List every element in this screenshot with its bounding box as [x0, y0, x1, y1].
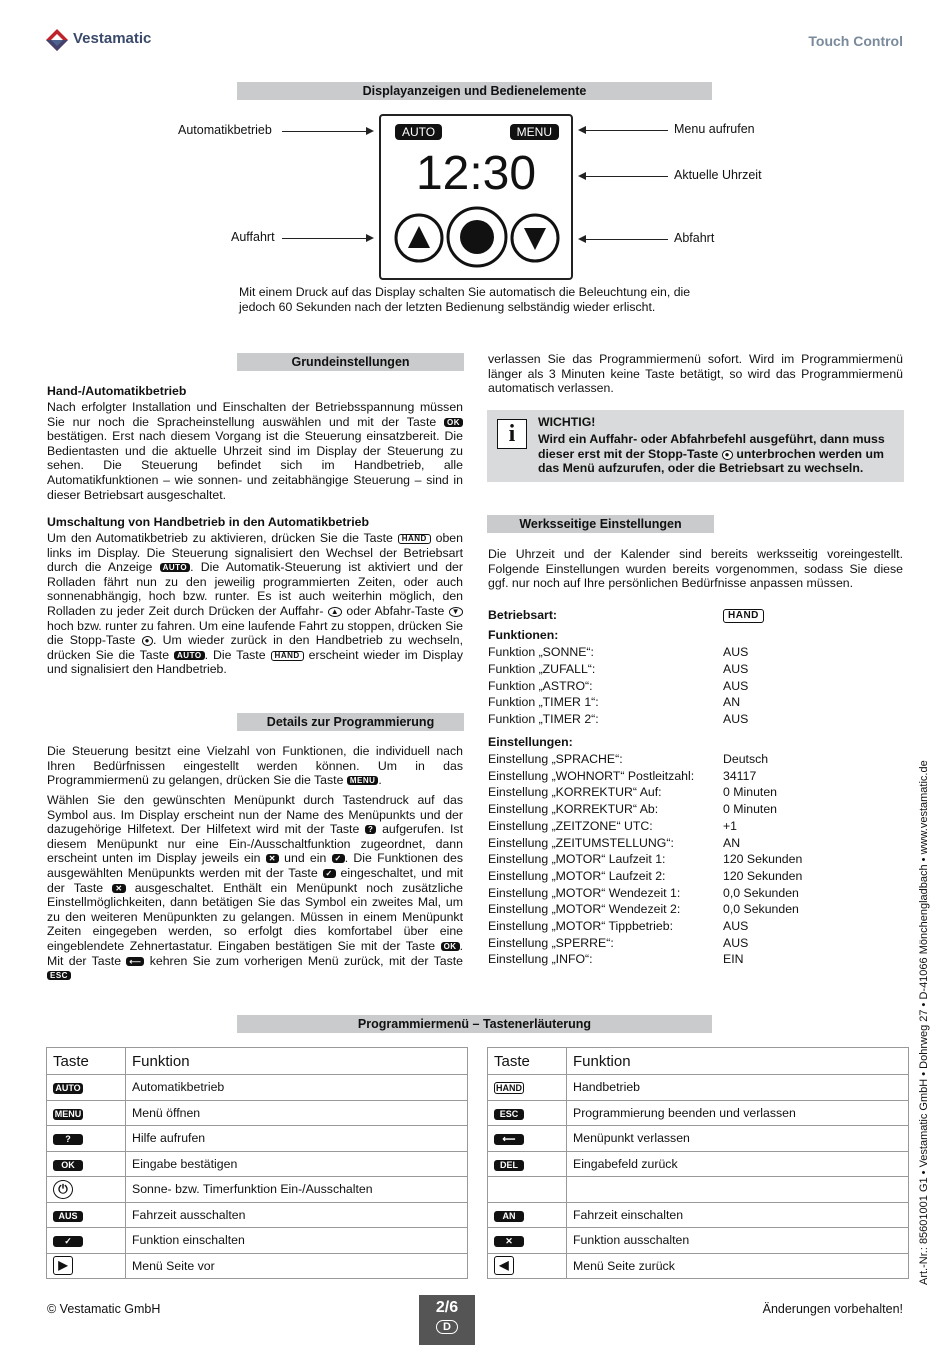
key-cell [488, 1126, 567, 1152]
einstellung-name: Einstellung „MOTOR“ Laufzeit 1: [488, 852, 666, 867]
logo-icon [45, 28, 69, 52]
einstellung-value: EIN [723, 952, 744, 967]
key-cell [47, 1100, 126, 1126]
heading-switch-auto: Umschaltung von Handbetrieb in den Automatikbetrieb [47, 515, 370, 529]
page-badge [419, 1295, 475, 1345]
display-note: Mit einem Druck auf das Display schalten Sie automatisch die Beleuchtung ein, die jedoch 60 Sekunden nach der letzten Bedienung selbständig wieder erlischt. [239, 285, 691, 314]
einstellung-name: Einstellung „ZEITZONE“ UTC: [488, 818, 653, 833]
heading-hand-auto: Hand-/Automatikbetrieb [47, 384, 187, 398]
function-cell: Menü öffnen [126, 1100, 468, 1126]
col-header-key: Taste [47, 1048, 126, 1075]
label-down: Abfahrt [674, 231, 715, 245]
table-row [488, 1177, 909, 1203]
menu-indicator: MENU [510, 124, 559, 140]
x-key: ✕ [266, 854, 279, 863]
down-arrow-icon [524, 228, 546, 250]
important-title: WICHTIG! [538, 415, 596, 429]
product-name: Touch Control [808, 33, 903, 49]
einstellung-value: 120 Sekunden [723, 868, 803, 883]
function-cell: Menü Seite vor [126, 1253, 468, 1279]
key-cell [47, 1126, 126, 1152]
hand-key: HAND [271, 651, 304, 661]
einstellung-name: Einstellung „KORREKTUR“ Ab: [488, 802, 659, 817]
einstellung-value: 120 Sekunden [723, 852, 803, 867]
menu-key: MENU [347, 776, 379, 785]
key-cell [488, 1202, 567, 1228]
einstellung-value: 0 Minuten [723, 802, 778, 817]
key-symbol: AUTO [53, 1083, 83, 1094]
section-title-details: Details zur Programmierung [237, 713, 464, 731]
function-cell: Eingabefeld zurück [567, 1151, 909, 1177]
einstellung-value: 0,0 Sekunden [723, 902, 799, 917]
important-box [487, 410, 904, 482]
key-symbol: MENU [54, 1108, 82, 1119]
key-symbol: ⟵ [494, 1134, 524, 1145]
section-title-display: Displayanzeigen und Bedienelemente [237, 82, 712, 100]
function-cell: Funktion ausschalten [567, 1228, 909, 1254]
paragraph-werk: Die Uhrzeit und der Kalender sind bereits werksseitig voreingestellt. Folgende Einstellungen wurden bereits vorgenommen, sodass Sie diese ggf. nur noch auf Ihre persönlichen Bedürfnisse anpassen müssen. [488, 547, 903, 591]
language-badge: D [436, 1320, 458, 1334]
key-cell [47, 1202, 126, 1228]
x-key: ✕ [112, 884, 125, 893]
funktion-value: AUS [723, 712, 749, 727]
einstellung-value: 34117 [723, 768, 757, 783]
einstellung-name: Einstellung „KORREKTUR“ Auf: [488, 785, 662, 800]
funktion-name: Funktion „TIMER 1“: [488, 695, 599, 710]
clock-display: 12:30 [415, 147, 537, 200]
table-row [47, 1100, 468, 1126]
function-cell: Funktion einschalten [126, 1228, 468, 1254]
function-cell: Programmierung beenden und verlassen [567, 1100, 909, 1126]
table-row [47, 1151, 468, 1177]
table-row [488, 1228, 909, 1254]
side-imprint: Art.-Nr.: 85601001 G1 • Vestamatic GmbH • Dohrweg 27 • D-41066 Mönchengladbach • www.vestamatic.de [918, 760, 930, 1285]
paragraph-switch-auto: Um den Automatikbetrieb zu aktivieren, drücken Sie die Taste HAND oben links im Display. Die Steuerung signalisiert den Wechsel der Betriebsart durch die Anzeige AUTO . Die Automatik-Steuerung ist aktiviert und der Rolladen fährt nun zu den jeweilig programmierten Zeiten, oder auch sonnenabhängig, hoch bzw. runter. Es ist auch weiterhin möglich, den Rolladen zu jeder Zeit durch Drücken der Auffahr- ▲ oder Abfahr-Taste ▼ hoch bzw. runter zu fahren. Um eine laufende Fahrt zu stoppen, drücken Sie die Stopp-Taste ● . Um wieder zurück in den Handbetrieb zu wechseln, drücken Sie die Taste AUTO . Die Taste HAND erscheint wieder im Display und signalisiert den Handbetrieb. [47, 531, 463, 677]
key-symbol: OK [53, 1160, 83, 1171]
table-row [488, 1100, 909, 1126]
key-table-left [46, 1047, 468, 1279]
key-cell [488, 1075, 567, 1101]
paragraph-menu-exit: verlassen Sie das Programmiermenü sofort. Wird im Programmiermenü länger als 3 Minuten keine Taste betätigt, so wird das Programmiermenü automatisch verlassen. [488, 352, 903, 396]
function-cell [567, 1177, 909, 1203]
einstellung-value: AUS [723, 935, 749, 950]
einstellung-name: Einstellung „INFO“: [488, 952, 593, 967]
ok-key: OK [441, 942, 460, 951]
important-text: Wird ein Auffahr- oder Abfahrbefehl ausgeführt, dann muss dieser erst mit der Stopp-Taste ● unterbrochen werden um das Menü aufzurufen, oder die Betriebsart zu wechseln. [538, 432, 885, 476]
key-symbol: HAND [496, 1083, 522, 1094]
table-row [488, 1075, 909, 1101]
einstellung-value: 0 Minuten [723, 785, 778, 800]
einstellungen-label: Einstellungen: [488, 735, 573, 749]
table-row [47, 1126, 468, 1152]
funktion-name: Funktion „TIMER 2“: [488, 712, 599, 727]
col-header-func: Funktion [126, 1048, 468, 1075]
auto-key: AUTO [160, 563, 191, 572]
einstellung-value: AN [723, 835, 741, 850]
down-key-icon: ▼ [449, 607, 463, 617]
footer-disclaimer: Änderungen vorbehalten! [762, 1302, 903, 1316]
einstellung-value: AUS [723, 919, 749, 933]
einstellung-name: Einstellung „MOTOR“ Tippbetrieb: [488, 919, 673, 933]
up-key-icon: ▲ [328, 607, 342, 617]
function-cell: Eingabe bestätigen [126, 1151, 468, 1177]
key-cell [488, 1228, 567, 1254]
display-screen [379, 114, 573, 280]
col-header-func: Funktion [567, 1048, 909, 1075]
section-title-table: Programmiermenü – Tastenerläuterung [237, 1015, 712, 1033]
key-symbol: ESC [494, 1109, 524, 1120]
label-up: Auffahrt [231, 230, 275, 244]
function-cell: Hilfe aufrufen [126, 1126, 468, 1152]
up-arrow-icon [408, 226, 430, 248]
table-row [488, 1151, 909, 1177]
function-cell: Fahrzeit einschalten [567, 1202, 909, 1228]
paragraph-details-2: Wählen Sie den gewünschten Menüpunkt durch Tastendruck auf das Symbol aus. Im Display erscheint nun der Name des Menüpunkts und der dazugehörige Hilfetext. Der Hilfetext wird mit der Taste ? aufgerufen. Ist diesem Menüpunkt nur eine Ein-/Ausschaltfunktion zugeordnet, dann erscheint unten im Display jeweils ein ✕ und ein ✓ . Die Funktionen des ausgewählten Menüpunkts werden mit der Taste ✓ eingeschaltet, und mit der Taste ✕ ausgeschaltet. Enthält ein Menüpunkt noch zusätzliche Einstellmöglichkeiten, dann betätigen Sie das Symbol ein zweites Mal, um zu den weiteren Menüpunkten zu gelangen. Müssen in einem Menüpunkt Zeiten eingegeben werden, so erfolgt dies komfortabel über eine eingeblendete Zehnertastatur. Eingaben bestätigen Sie mit der Taste OK . Mit der Taste ⟵ kehren Sie zum vorherigen Menü zurück, mit der Taste ESC [47, 793, 463, 981]
einstellung-value: Deutsch [723, 752, 769, 766]
key-cell [47, 1177, 126, 1203]
key-symbol: ✕ [494, 1236, 524, 1247]
funktion-name: Funktion „ASTRO“: [488, 678, 593, 693]
function-cell: Automatikbetrieb [126, 1075, 468, 1101]
einstellung-name: Einstellung „SPERRE“: [488, 935, 614, 950]
table-row [47, 1075, 468, 1101]
section-title-werk: Werksseitige Einstellungen [487, 515, 714, 533]
paragraph-hand-auto: Nach erfolgter Installation und Einschalten der Betriebsspannung müssen Sie nur noch die Spracheinstellung auswählen und mit der Taste OK bestätigen. Erst nach diesem Vorgang ist die Steuerung einsatzbereit. Die Bedientasten und die aktuelle Uhrzeit sind im Display der Steuerung zu sehen. Die Steuerung befindet sich im Handbetrieb, alle Automatikfunktionen – wie sonnen- und zeitabhängige Steuerung – sind in dieser Betriebsart ausgeschaltet. [47, 400, 463, 502]
section-title-grund: Grundeinstellungen [237, 353, 464, 371]
key-symbol: ▶ [53, 1256, 73, 1275]
key-cell [488, 1177, 567, 1203]
einstellung-name: Einstellung „MOTOR“ Laufzeit 2: [488, 868, 666, 883]
table-row [47, 1202, 468, 1228]
funktion-value: AUS [723, 645, 749, 659]
auto-key: AUTO [174, 651, 205, 660]
key-cell [488, 1151, 567, 1177]
table-row [47, 1228, 468, 1254]
label-menu-open: Menu aufrufen [674, 122, 755, 136]
key-symbol: ✓ [53, 1236, 83, 1247]
table-row [47, 1177, 468, 1203]
einstellung-name: Einstellung „WOHNORT“ Postleitzahl: [488, 768, 695, 783]
paragraph-details-1: Die Steuerung besitzt eine Vielzahl von Funktionen, die individuell nach Ihren Bedürfnissen eingestellt werden können. Um in das Programmiermenü zu gelangen, drücken Sie die Taste MENU . [47, 744, 463, 788]
betriebsart-label: Betriebsart: [488, 608, 558, 622]
control-buttons [393, 206, 561, 268]
info-icon: i [497, 419, 527, 449]
key-symbol: ? [53, 1134, 83, 1145]
einstellung-name: Einstellung „MOTOR“ Wendezeit 2: [488, 902, 681, 917]
key-cell [488, 1100, 567, 1126]
einstellung-name: Einstellung „ZEITUMSTELLUNG“: [488, 835, 674, 850]
function-cell: Sonne- bzw. Timerfunktion Ein-/Ausschalten [126, 1177, 468, 1203]
ok-key: OK [444, 418, 463, 427]
stop-key-icon: ● [722, 450, 733, 460]
function-cell: Fahrzeit ausschalten [126, 1202, 468, 1228]
funktion-value: AUS [723, 661, 749, 676]
col-header-key: Taste [488, 1048, 567, 1075]
funktionen-label: Funktionen: [488, 628, 559, 642]
key-cell [47, 1253, 126, 1279]
einstellung-value: +1 [723, 818, 738, 833]
table-row [488, 1126, 909, 1152]
check-key: ✓ [332, 854, 345, 863]
function-cell: Handbetrieb [567, 1075, 909, 1101]
page-number: 2/6 [435, 1299, 459, 1316]
funktion-name: Funktion „SONNE“: [488, 645, 594, 659]
key-symbol: AN [494, 1211, 524, 1222]
check-key: ✓ [323, 869, 336, 878]
help-key: ? [365, 825, 376, 834]
key-cell [47, 1228, 126, 1254]
key-symbol: AUS [53, 1211, 83, 1222]
einstellung-value: 0,0 Sekunden [723, 885, 799, 900]
key-symbol: ◀ [494, 1256, 514, 1275]
table-row [488, 1202, 909, 1228]
funktion-value: AUS [723, 678, 749, 693]
einstellung-name: Einstellung „MOTOR“ Wendezeit 1: [488, 885, 681, 900]
betriebsart-value: HAND [723, 608, 764, 623]
function-cell: Menü Seite zurück [567, 1253, 909, 1279]
brand-name: Vestamatic [73, 30, 152, 47]
function-cell: Menüpunkt verlassen [567, 1126, 909, 1152]
einstellung-name: Einstellung „SPRACHE“: [488, 752, 623, 766]
key-symbol: DEL [494, 1160, 524, 1171]
funktion-value: AN [723, 695, 741, 710]
auto-indicator: AUTO [395, 124, 442, 140]
hand-key: HAND [398, 534, 431, 544]
key-cell [47, 1075, 126, 1101]
label-current-time: Aktuelle Uhrzeit [674, 168, 762, 182]
key-cell [47, 1151, 126, 1177]
table-row [47, 1253, 468, 1279]
key-cell [488, 1253, 567, 1279]
table-row [488, 1253, 909, 1279]
esc-key: ESC [47, 971, 71, 980]
funktion-name: Funktion „ZUFALL“: [488, 661, 596, 676]
brand-logo [45, 28, 152, 57]
key-symbol: ⏻ [53, 1180, 73, 1199]
label-auto-mode: Automatikbetrieb [178, 123, 272, 137]
stop-key-icon: ● [142, 636, 153, 646]
back-key: ⟵ [126, 957, 144, 966]
key-table-right [487, 1047, 909, 1279]
stop-icon [460, 220, 494, 254]
footer-copyright: © Vestamatic GmbH [47, 1302, 161, 1316]
